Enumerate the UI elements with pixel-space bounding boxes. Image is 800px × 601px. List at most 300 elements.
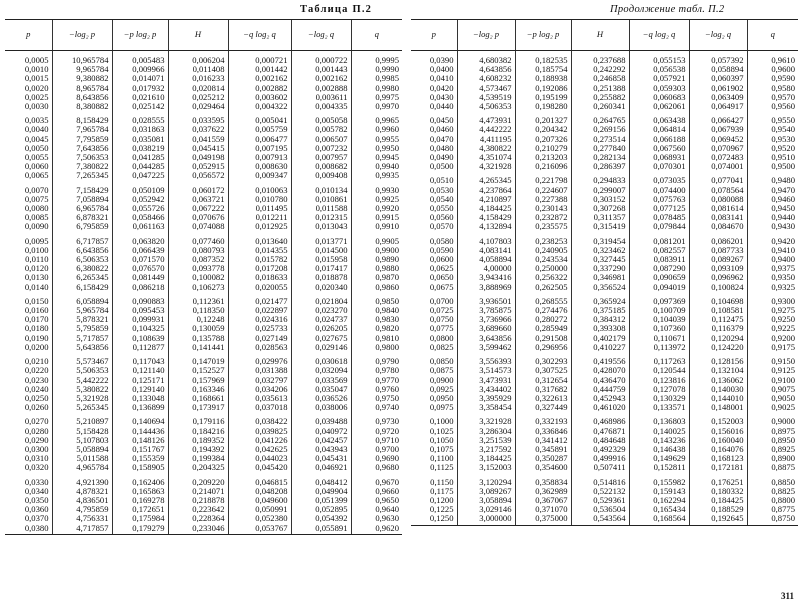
- cell-h: 0,194392: [168, 445, 228, 454]
- cell-p: 0,0725: [429, 305, 454, 316]
- cell-neg-q-log2-q: 0,012925: [228, 222, 291, 231]
- cell-neg-q-log2-q: 0,146438: [629, 445, 689, 454]
- cell-neg-log2-p: 7,506353: [52, 153, 112, 162]
- cell-neg-p-log2-p: 0,125171: [112, 376, 168, 385]
- cell-neg-p-log2-p: 0,256322: [515, 273, 571, 282]
- cell-neg-q-log2-q: 0,079844: [629, 222, 689, 231]
- cell-q: 0,9960: [351, 125, 402, 134]
- cell-q: 0,9925: [351, 195, 402, 204]
- cell-q: 0,9760: [351, 385, 402, 394]
- cell-neg-log2-p: 5,380822: [52, 385, 112, 394]
- cell-neg-log2-p: 5,058894: [52, 445, 112, 454]
- cell-neg-q-log2-q: 0,002882: [228, 84, 291, 93]
- cell-neg-log2-q: 0,012315: [291, 213, 351, 222]
- cell-h: 0,277840: [571, 144, 629, 153]
- cell-p: 0,1225: [429, 504, 454, 515]
- cell-p: 0,1175: [430, 485, 454, 496]
- cell-neg-p-log2-p: 0,031863: [112, 125, 168, 134]
- cell-neg-log2-p: 5,506353: [52, 366, 112, 375]
- cell-neg-log2-q: 0,116379: [689, 324, 747, 333]
- cell-neg-log2-q: 0,029146: [291, 343, 351, 352]
- cell-neg-log2-p: 4,132894: [457, 222, 515, 231]
- cell-neg-p-log2-p: 0,158905: [112, 463, 168, 472]
- cell-h: 0,536504: [571, 505, 629, 514]
- cell-neg-q-log2-q: 0,073035: [629, 171, 689, 185]
- cell-neg-q-log2-q: 0,002162: [228, 74, 291, 83]
- cell-neg-p-log2-p: 0,028555: [112, 111, 168, 125]
- cell-neg-p-log2-p: 0,204342: [515, 125, 571, 134]
- cell-neg-log2-p: 4,00000: [457, 264, 515, 273]
- cell-h: 0,016233: [168, 74, 228, 83]
- table-row: [411, 111, 798, 125]
- cell-neg-q-log2-q: 0,110671: [629, 334, 689, 343]
- cell-p: 0,0075: [24, 193, 49, 204]
- header-neg-q-log2-q: −q log₂ q: [228, 20, 291, 51]
- cell-q: 0,9830: [351, 315, 402, 324]
- cell-p: 0,0310: [24, 453, 49, 464]
- cell-q: 0,9540: [747, 125, 798, 134]
- cell-neg-log2-p: 7,265345: [52, 171, 112, 180]
- cell-neg-log2-p: 4,573467: [457, 84, 515, 93]
- cell-p: 0,0110: [25, 254, 49, 265]
- cell-neg-q-log2-q: 0,117263: [629, 352, 689, 366]
- table-row: [411, 283, 798, 292]
- cell-p: 0,0180: [24, 323, 49, 334]
- cell-neg-p-log2-p: 0,044285: [112, 162, 168, 171]
- cell-p: 0,0825: [429, 341, 454, 352]
- cell-q: 0,9590: [747, 74, 798, 83]
- cell-neg-q-log2-q: 0,094019: [629, 283, 689, 292]
- row-group: [411, 352, 798, 412]
- cell-neg-log2-p: 7,643856: [52, 144, 112, 153]
- cell-h: 0,087352: [168, 255, 228, 264]
- cell-neg-log2-p: 4,539519: [457, 93, 515, 102]
- table-row: [5, 403, 402, 412]
- cell-neg-log2-p: 3,689660: [457, 324, 515, 333]
- cell-neg-log2-p: 5,795859: [52, 324, 112, 333]
- cell-q: 0,9325: [747, 283, 798, 292]
- cell-q: 0,9000: [747, 412, 798, 426]
- cell-p: 0,0050: [24, 142, 49, 153]
- cell-p: 0,0800: [429, 332, 454, 343]
- cell-q: 0,9860: [351, 283, 402, 292]
- cell-h: 0,419556: [571, 352, 629, 366]
- cell-neg-q-log2-q: 0,062061: [629, 102, 689, 111]
- cell-neg-q-log2-q: 0,165434: [629, 505, 689, 514]
- cell-neg-q-log2-q: 0,013640: [228, 232, 291, 246]
- header-neg-log2-p: −log₂ p: [457, 20, 515, 51]
- cell-neg-log2-q: 0,035047: [291, 385, 351, 394]
- cell-h: 0,428070: [571, 366, 629, 375]
- cell-h: 0,060172: [168, 181, 228, 195]
- cell-neg-p-log2-p: 0,052942: [112, 195, 168, 204]
- cell-neg-log2-p: 6,265345: [52, 273, 112, 282]
- cell-neg-log2-p: 4,158429: [457, 213, 515, 222]
- cell-neg-log2-q: 0,176251: [689, 473, 747, 487]
- cell-q: 0,9975: [351, 93, 402, 102]
- cell-neg-log2-p: 5,011588: [52, 454, 112, 463]
- cell-neg-q-log2-q: 0,083911: [629, 255, 689, 264]
- table-row: [411, 463, 798, 472]
- cell-neg-p-log2-p: 0,307525: [515, 366, 571, 375]
- cell-h: 0,337290: [571, 264, 629, 273]
- cell-p: 0,0390: [429, 55, 454, 65]
- cell-neg-p-log2-p: 0,210279: [515, 144, 571, 153]
- cell-neg-q-log2-q: 0,127078: [629, 385, 689, 394]
- cell-h: 0,037622: [168, 125, 228, 134]
- cell-q: 0,9800: [351, 343, 402, 352]
- cell-h: 0,223642: [168, 505, 228, 514]
- cell-neg-log2-q: 0,032094: [291, 366, 351, 375]
- table-continuation-caption: Продолжение табл. П.2: [610, 4, 725, 15]
- cell-p: 0,0500: [429, 161, 454, 172]
- row-group: [5, 51, 402, 112]
- cell-p: 0,0650: [429, 272, 454, 283]
- cell-p: 0,0300: [24, 443, 49, 454]
- row-group: [5, 412, 402, 472]
- header-p: p: [411, 20, 457, 51]
- cell-neg-p-log2-p: 0,243534: [515, 255, 571, 264]
- cell-q: 0,9700: [351, 445, 402, 454]
- cell-neg-q-log2-q: 0,149629: [629, 454, 689, 463]
- cell-neg-q-log2-q: 0,136803: [629, 412, 689, 426]
- cell-neg-log2-p: 4,878321: [52, 487, 112, 496]
- cell-neg-log2-q: 0,005782: [291, 125, 351, 134]
- cell-h: 0,112361: [168, 292, 228, 306]
- cell-h: 0,384312: [571, 315, 629, 324]
- cell-neg-log2-q: 0,003611: [291, 93, 351, 102]
- header-neg-log2-q: −log₂ q: [291, 20, 351, 51]
- cell-neg-q-log2-q: 0,022897: [228, 306, 291, 315]
- cell-h: 0,080793: [168, 246, 228, 255]
- table-row: [411, 343, 798, 352]
- cell-neg-log2-q: 0,049904: [291, 487, 351, 496]
- cell-p: 0,0590: [429, 244, 454, 255]
- cell-h: 0,214071: [168, 487, 228, 496]
- cell-neg-p-log2-p: 0,165863: [112, 487, 168, 496]
- cell-neg-p-log2-p: 0,169278: [112, 496, 168, 505]
- cell-q: 0,8950: [747, 436, 798, 445]
- cell-h: 0,179116: [168, 412, 228, 426]
- cell-neg-q-log2-q: 0,027149: [228, 334, 291, 343]
- cell-neg-q-log2-q: 0,009347: [228, 171, 291, 180]
- cell-p: 0,0340: [24, 485, 49, 496]
- cell-h: 0,152527: [168, 366, 228, 375]
- cell-h: 0,189352: [168, 436, 228, 445]
- cell-neg-p-log2-p: 0,090883: [112, 292, 168, 306]
- cell-neg-log2-p: 6,506353: [52, 255, 112, 264]
- cell-h: 0,529361: [571, 496, 629, 505]
- table-row: [5, 232, 402, 246]
- cell-neg-p-log2-p: 0,201327: [515, 111, 571, 125]
- cell-p: 0,0510: [429, 175, 454, 186]
- cell-h: 0,375185: [571, 306, 629, 315]
- cell-q: 0,9690: [351, 454, 402, 463]
- cell-q: 0,8800: [747, 496, 798, 505]
- cell-neg-q-log2-q: 0,152811: [629, 463, 689, 472]
- cell-neg-q-log2-q: 0,104039: [629, 315, 689, 324]
- cell-neg-log2-q: 0,100824: [689, 283, 747, 292]
- cell-h: 0,067222: [168, 204, 228, 213]
- cell-q: 0,9880: [351, 264, 402, 273]
- cell-neg-p-log2-p: 0,216096: [515, 162, 571, 171]
- table-row: [411, 473, 798, 487]
- cell-neg-log2-q: 0,184425: [689, 496, 747, 505]
- cell-neg-log2-q: 0,192645: [689, 514, 747, 525]
- cell-neg-q-log2-q: 0,067560: [629, 144, 689, 153]
- cell-neg-p-log2-p: 0,350287: [515, 454, 571, 463]
- cell-neg-log2-q: 0,033569: [291, 376, 351, 385]
- cell-neg-log2-p: 8,965784: [52, 84, 112, 93]
- cell-p: 0,0140: [24, 281, 49, 292]
- cell-neg-log2-p: 3,643856: [457, 334, 515, 343]
- row-group: [411, 473, 798, 526]
- cell-neg-log2-p: 3,058894: [457, 496, 515, 505]
- cell-h: 0,020814: [168, 84, 228, 93]
- cell-h: 0,286397: [571, 162, 629, 171]
- cell-h: 0,218878: [168, 496, 228, 505]
- cell-h: 0,255882: [571, 93, 629, 102]
- cell-q: 0,8775: [747, 505, 798, 514]
- cell-q: 0,9580: [747, 84, 798, 93]
- cell-q: 0,8925: [747, 445, 798, 454]
- header-h: H: [168, 20, 228, 51]
- cell-q: 0,9910: [351, 222, 402, 231]
- table-row: [5, 343, 402, 352]
- cell-neg-log2-q: 0,108581: [689, 306, 747, 315]
- cell-neg-log2-p: 3,152003: [457, 463, 515, 472]
- cell-neg-q-log2-q: 0,014355: [228, 246, 291, 255]
- cell-h: 0,365924: [571, 292, 629, 306]
- cell-neg-log2-q: 0,066427: [689, 111, 747, 125]
- cell-h: 0,184216: [168, 427, 228, 436]
- cell-neg-q-log2-q: 0,056538: [629, 65, 689, 74]
- cell-q: 0,9660: [351, 487, 402, 496]
- cell-q: 0,9600: [747, 65, 798, 74]
- cell-p: 0,1250: [411, 514, 457, 525]
- cell-neg-q-log2-q: 0,107360: [629, 324, 689, 333]
- cell-q: 0,9570: [747, 93, 798, 102]
- cell-neg-q-log2-q: 0,081201: [629, 232, 689, 246]
- cell-h: 0,168661: [168, 394, 228, 403]
- cell-neg-q-log2-q: 0,001442: [228, 65, 291, 74]
- cell-neg-log2-p: 4,210897: [457, 195, 515, 204]
- cell-neg-q-log2-q: 0,048208: [228, 487, 291, 496]
- cell-q: 0,8750: [747, 514, 798, 525]
- cell-neg-p-log2-p: 0,375000: [515, 514, 571, 525]
- cell-q: 0,9075: [747, 385, 798, 394]
- cell-neg-p-log2-p: 0,354600: [515, 463, 571, 472]
- cell-neg-log2-q: 0,077041: [689, 171, 747, 185]
- cell-h: 0,049198: [168, 153, 228, 162]
- cell-neg-q-log2-q: 0,052380: [228, 514, 291, 523]
- cell-neg-log2-p: 3,089267: [457, 487, 515, 496]
- cell-h: 0,356524: [571, 283, 629, 292]
- cell-h: 0,242292: [571, 65, 629, 74]
- cell-q: 0,9460: [747, 195, 798, 204]
- cell-neg-log2-q: 0,026205: [291, 324, 351, 333]
- cell-neg-p-log2-p: 0,155359: [112, 454, 168, 463]
- cell-neg-log2-q: 0,040972: [291, 427, 351, 436]
- cell-neg-log2-q: 0,152003: [689, 412, 747, 426]
- cell-p: 0,0240: [24, 383, 49, 394]
- cell-neg-p-log2-p: 0,081449: [112, 273, 168, 282]
- cell-h: 0,269156: [571, 125, 629, 134]
- cell-q: 0,9905: [351, 232, 402, 246]
- cell-neg-q-log2-q: 0,008630: [228, 162, 291, 171]
- cell-p: 0,0280: [24, 425, 49, 436]
- cell-neg-log2-p: 5,573467: [52, 352, 112, 366]
- cell-neg-log2-q: 0,064917: [689, 102, 747, 111]
- cell-neg-log2-q: 0,001443: [291, 65, 351, 74]
- cell-q: 0,9740: [351, 403, 402, 412]
- cell-neg-log2-q: 0,164076: [689, 445, 747, 454]
- cell-neg-q-log2-q: 0,032797: [228, 376, 291, 385]
- cell-neg-log2-p: 4,411195: [457, 135, 515, 144]
- cell-neg-p-log2-p: 0,148126: [112, 436, 168, 445]
- cell-p: 0,0600: [429, 254, 454, 265]
- cell-h: 0,12248: [168, 315, 228, 324]
- cell-neg-q-log2-q: 0,011495: [228, 204, 291, 213]
- cell-neg-log2-p: 5,965784: [52, 306, 112, 315]
- cell-neg-log2-q: 0,172181: [689, 463, 747, 472]
- cell-neg-log2-q: 0,055891: [291, 524, 351, 535]
- cell-h: 0,045415: [168, 144, 228, 153]
- cell-neg-p-log2-p: 0,021610: [112, 93, 168, 102]
- cell-neg-log2-q: 0,011588: [291, 204, 351, 213]
- cell-neg-q-log2-q: 0,025733: [228, 324, 291, 333]
- cell-q: 0,9300: [747, 292, 798, 306]
- cell-neg-q-log2-q: 0,140025: [629, 427, 689, 436]
- cell-neg-q-log2-q: 0,024316: [228, 315, 291, 324]
- cell-neg-log2-q: 0,007957: [291, 153, 351, 162]
- cell-neg-log2-p: 3,358454: [457, 403, 515, 412]
- table-row: [5, 412, 402, 426]
- cell-neg-log2-q: 0,013771: [291, 232, 351, 246]
- cell-neg-q-log2-q: 0,046815: [228, 473, 291, 487]
- cell-neg-p-log2-p: 0,050109: [112, 181, 168, 195]
- cell-neg-p-log2-p: 0,162406: [112, 473, 168, 487]
- cell-neg-log2-q: 0,057392: [689, 51, 747, 66]
- cell-p: 0,0350: [24, 494, 49, 505]
- cell-q: 0,9935: [351, 171, 402, 180]
- cell-q: 0,9510: [747, 153, 798, 162]
- cell-neg-p-log2-p: 0,005483: [112, 51, 168, 66]
- cell-p: 0,0925: [429, 383, 454, 394]
- cell-p: 0,0430: [429, 91, 454, 102]
- cell-neg-log2-p: 4,321928: [457, 162, 515, 171]
- row-group: [411, 412, 798, 472]
- cell-neg-log2-p: 4,506353: [457, 102, 515, 111]
- cell-h: 0,173917: [168, 403, 228, 412]
- cell-h: 0,444759: [571, 385, 629, 394]
- cell-neg-p-log2-p: 0,140694: [112, 412, 168, 426]
- cell-neg-q-log2-q: 0,018633: [228, 273, 291, 282]
- cell-h: 0,006204: [168, 51, 228, 66]
- cell-neg-q-log2-q: 0,021477: [228, 292, 291, 306]
- cell-q: 0,9820: [351, 324, 402, 333]
- row-group: [5, 292, 402, 352]
- cell-neg-log2-q: 0,010861: [291, 195, 351, 204]
- cell-q: 0,9025: [747, 403, 798, 412]
- cell-neg-q-log2-q: 0,097369: [629, 292, 689, 306]
- cell-neg-log2-p: 7,795859: [52, 135, 112, 144]
- table-row: [5, 463, 402, 472]
- cell-neg-log2-p: 4,608232: [457, 74, 515, 83]
- cell-neg-p-log2-p: 0,312654: [515, 376, 571, 385]
- entropy-table-left: [5, 19, 402, 535]
- cell-q: 0,9965: [351, 111, 402, 125]
- cell-neg-p-log2-p: 0,268555: [515, 292, 571, 306]
- cell-h: 0,514816: [571, 473, 629, 487]
- cell-p: 0,0550: [429, 203, 454, 214]
- cell-q: 0,8875: [747, 463, 798, 472]
- cell-h: 0,025212: [168, 93, 228, 102]
- cell-q: 0,9750: [351, 394, 402, 403]
- table-row: [411, 514, 798, 525]
- cell-q: 0,9730: [351, 412, 402, 426]
- cell-p: 0,0570: [429, 221, 454, 232]
- cell-neg-log2-q: 0,148001: [689, 403, 747, 412]
- table-header-right: [411, 20, 798, 51]
- cell-q: 0,9480: [747, 171, 798, 185]
- table-row: [5, 171, 402, 180]
- cell-h: 0,393308: [571, 324, 629, 333]
- cell-p: 0,0540: [429, 193, 454, 204]
- cell-p: 0,0700: [429, 295, 454, 306]
- cell-neg-log2-q: 0,002888: [291, 84, 351, 93]
- cell-p: 0,1150: [430, 476, 454, 487]
- cell-h: 0,147019: [168, 352, 228, 366]
- cell-q: 0,9100: [747, 376, 798, 385]
- cell-p: 0,0020: [24, 82, 49, 93]
- cell-neg-log2-p: 3,029146: [457, 505, 515, 514]
- cell-h: 0,135788: [168, 334, 228, 343]
- cell-neg-p-log2-p: 0,362989: [515, 487, 571, 496]
- cell-neg-log2-q: 0,018878: [291, 273, 351, 282]
- cell-neg-q-log2-q: 0,159143: [629, 487, 689, 496]
- cell-h: 0,056572: [168, 171, 228, 180]
- cell-h: 0,074088: [168, 222, 228, 231]
- cell-neg-q-log2-q: 0,039825: [228, 427, 291, 436]
- cell-p: 0,0360: [24, 504, 49, 515]
- cell-neg-log2-p: 10,965784: [52, 51, 112, 66]
- cell-h: 0,041559: [168, 135, 228, 144]
- header-neg-p-log2-p: −p log₂ p: [112, 20, 168, 51]
- cell-neg-p-log2-p: 0,332193: [515, 412, 571, 426]
- cell-neg-log2-p: 4,265345: [457, 171, 515, 185]
- cell-h: 0,327445: [571, 255, 629, 264]
- cell-q: 0,9520: [747, 144, 798, 153]
- cell-p: 0,0070: [24, 184, 49, 195]
- cell-q: 0,9650: [351, 496, 402, 505]
- cell-neg-log2-q: 0,027675: [291, 334, 351, 343]
- cell-p: 0,1100: [430, 453, 454, 464]
- cell-neg-log2-p: 5,878321: [52, 315, 112, 324]
- cell-neg-q-log2-q: 0,077125: [629, 204, 689, 213]
- cell-q: 0,9710: [351, 436, 402, 445]
- header-neg-log2-q: −log₂ q: [689, 20, 747, 51]
- cell-h: 0,402179: [571, 334, 629, 343]
- cell-neg-p-log2-p: 0,014071: [112, 74, 168, 83]
- cell-p: 0,0380: [5, 524, 52, 535]
- cell-q: 0,9980: [351, 84, 402, 93]
- cell-neg-q-log2-q: 0,004322: [228, 102, 291, 111]
- cell-neg-log2-q: 0,080088: [689, 195, 747, 204]
- cell-p: 0,0580: [429, 235, 454, 246]
- cell-neg-log2-q: 0,039488: [291, 412, 351, 426]
- header-neg-log2-p: −log₂ p: [52, 20, 112, 51]
